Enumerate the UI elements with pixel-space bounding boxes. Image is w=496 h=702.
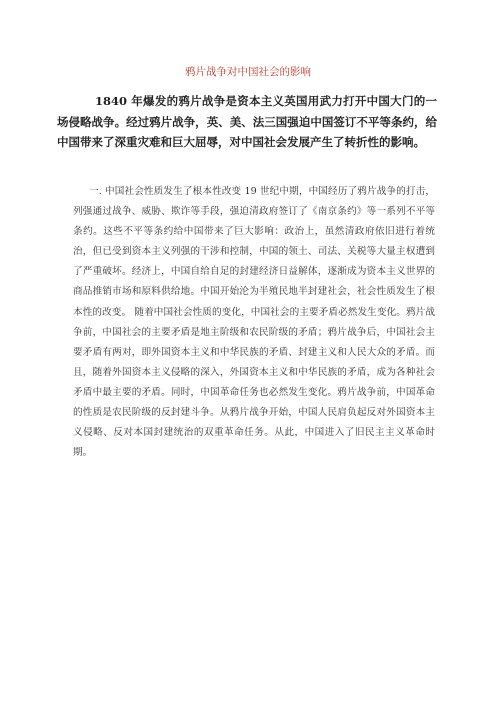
section-one-paragraph: 一. 中国社会性质发生了根本性改变 19 世纪中期，中国经历了鸦片战争的打击，列强通过战争、威胁、欺诈等手段，强迫清政府签订了《南京条约》等一系列不平等条约。这些不平等条约给中国带来了巨大影响：政治上，虽然清政府依旧进行着统治，但已受到资本主义列强的干涉和控制，中国的领土、司法、关税等大量主权遭到了严重破坏。经济上，中国自给自足的封建经济日益解体，逐渐成为资本主义世界的商品推销市场和原料供给地。中国开始沦为半殖民地半封建社会，社会性质发生了根本性的改变。 随着中国社会性质的变化，中国社会的主要矛盾必然发生变化。鸦片战争前，中国社会的主要矛盾是地主阶级和农民阶级的矛盾；鸦片战争后，中国社会主要矛盾有两对，即外国资本主义和中华民族的矛盾、封建主义和人民大众的矛盾。而且，随着外国资本主义侵略的深入，外国资本主义和中华民族的矛盾，成为各种社会矛盾中最主要的矛盾。同时，中国革命任务也必然发生变化。鸦片战争前，中国革命的性质是农民阶级的反封建斗争。从鸦片战争开始，中国人民肩负起反对外国资本主义侵略、反对本国封建统治的双重革命任务。从此，中国进入了旧民主主义革命时期。 bbox=[73, 186, 435, 459]
document-title: 鸦片战争对中国社会的影响 bbox=[185, 66, 311, 78]
intro-paragraph: 1840 年爆发的鸦片战争是资本主义英国用武力打开中国大门的一场侵略战争。经过鸦片战争，英、美、法三国强迫中国签订不平等条约，给中国带来了深重灾难和巨大屈辱，对中国社会发展产生了转折性的影响。 bbox=[57, 94, 437, 149]
